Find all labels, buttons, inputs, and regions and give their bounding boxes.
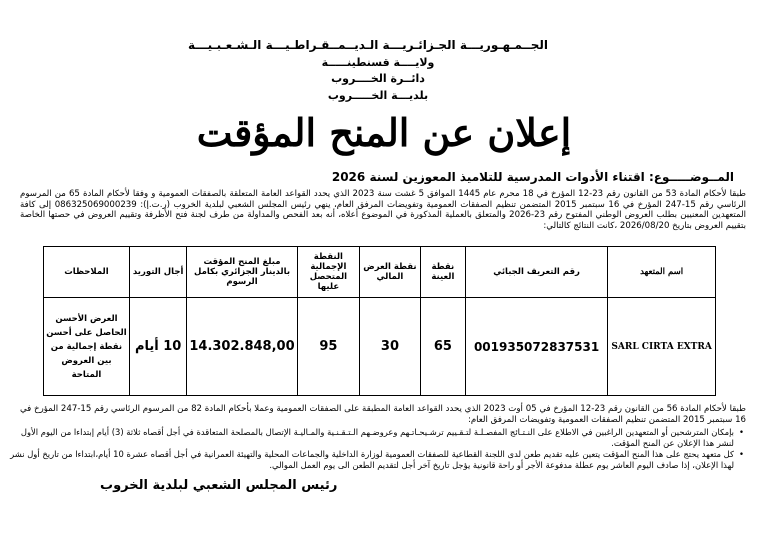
cell-amount: 14.302.848,00	[187, 298, 297, 396]
table-row	[44, 298, 716, 396]
cell-total-score: 95	[297, 298, 359, 396]
cell-tax-id: 001935072837531	[465, 298, 607, 396]
col-amount: مبلغ المنح المؤقت بالدينار الجزائري بكامل الرسوم	[187, 247, 297, 298]
cell-sample-score: 65	[420, 298, 465, 396]
cell-financial-score: 30	[360, 298, 421, 396]
bullet-list	[8, 427, 746, 471]
list-item: • كل متعهد يحتج على هذا المنح المؤقت يتعين عليه تقديم طعن لدى اللجنة القطاعية للصفقات العمومية لوزارة الداخلية والجماعات المحلية والتهيئة العمرانية في أجل أقصاه عشرة 10 أيام،ابتداءا من تاريخ أول نشر لهذا الإعلان، إذا صادف اليوم العاشر يوم عطلة مدفوعة الأجر أو راحة قانونية يؤجل تاريخ آخر أجل لتقديم الطعن الى يوم العمل الموالي.	[8, 449, 734, 470]
intro-paragraph: طبقا لأحكام المادة 53 من القانون رقم 23-12 المؤرخ في 18 محرم عام 1445 الموافق 5 غشت سنة 2023 الذي يحدد القواعد العامة المتعلقة بالصفقات العمومية و وفقا لأحكام المادة 65 من المرسوم الرئاسي رقم 15-247 المؤرخ في 16 سبتمبر 2015 المتضمن تنظيم الصفقات العمومية وتفويضات المرفق العام، ينهي رئيس المجلس الشعبي لبلدية الخروب (ر.ت.إ): 086325069000239 إلى كافة المتعهدين المعنيين بطلب العروض الوطني المفتوح رقم 23-2026 والمتعلق بالعملية المذكورة في الموضوع أعلاه، أنه بعد الفحص والمداولة من طرف لجنة فتح الأظرفة وتقييم العروض في حصتها الخاصة بتقييم العروض بتاريخ 2026/08/20 ،كانت النتائج كالتالي:	[20, 189, 747, 231]
col-delivery: أجال التوريد	[129, 247, 186, 298]
header-republic: الجــمـهـوريـــة الجـزائـريـــة الـديــمــقـراطـيـــة الـشـعـبـيـــة	[188, 38, 548, 52]
header-commune: بلديـــة الخـــــروب	[327, 89, 429, 102]
col-financial-score: نقطة العرض المالي	[360, 247, 421, 298]
table-header-row	[44, 247, 716, 298]
signature-line: رئيس المجلس الشعبي لبلدية الخروب	[100, 478, 338, 493]
col-bidder: اسم المتعهد	[608, 247, 716, 298]
legal-paragraph: طبقا لأحكام المادة 56 من القانون رقم 23-12 المؤرخ في 05 أوت 2023 الذي يحدد القواعد العامة المطبقة على الصفقات العمومية وعملا بأحكام المادة 82 من المرسوم الرئاسي رقم 15-247 المؤرخ في 16 سبتمبر 2015 المتضمن تنظيم الصفقات العمومية وتفويضات المرفق العام:	[20, 404, 746, 425]
col-sample-score: نقطة العينة	[420, 247, 465, 298]
col-total-score: النقطة الإجمالية المتحصل عليها	[297, 247, 359, 298]
col-tax-id: رقم التعريف الجبائي	[465, 247, 607, 298]
list-item: • بإمكان المترشحين أو المتعهدين الراغبين في الاطلاع على النـتـائج المفصـلـة لتـقـييم ترشـيحـاتـهم وعروضـهم الـتـقـنـية والمـاليـة الإتصال بالمصلحة المتعاقدة في أجل أقصاه ثلاثة (3) أيام إبتداءا من اليوم الأول لنشر هذا الإعلان عن المنح المؤقت.	[8, 427, 734, 448]
cell-delivery: 10 أيام	[129, 298, 186, 396]
header-wilaya: ولايــــة قسنطينـــــة	[321, 56, 435, 69]
page-title: إعلان عن المنح المؤقت	[196, 110, 572, 155]
cell-bidder: SARL CIRTA EXTRA	[608, 298, 716, 396]
subject-line: المــوضـــــوع: اقتناء الأدوات المدرسية للتلاميذ المعوزين لسنة 2026	[331, 170, 734, 184]
cell-notes: العرض الأحسن الحاصل على أحسن نقطة إجمالية من بين العروض المتاحة	[44, 298, 130, 396]
results-table	[43, 246, 716, 396]
header-daira: دائــرة الخــــروب	[331, 72, 425, 85]
col-notes: الملاحظات	[44, 247, 130, 298]
